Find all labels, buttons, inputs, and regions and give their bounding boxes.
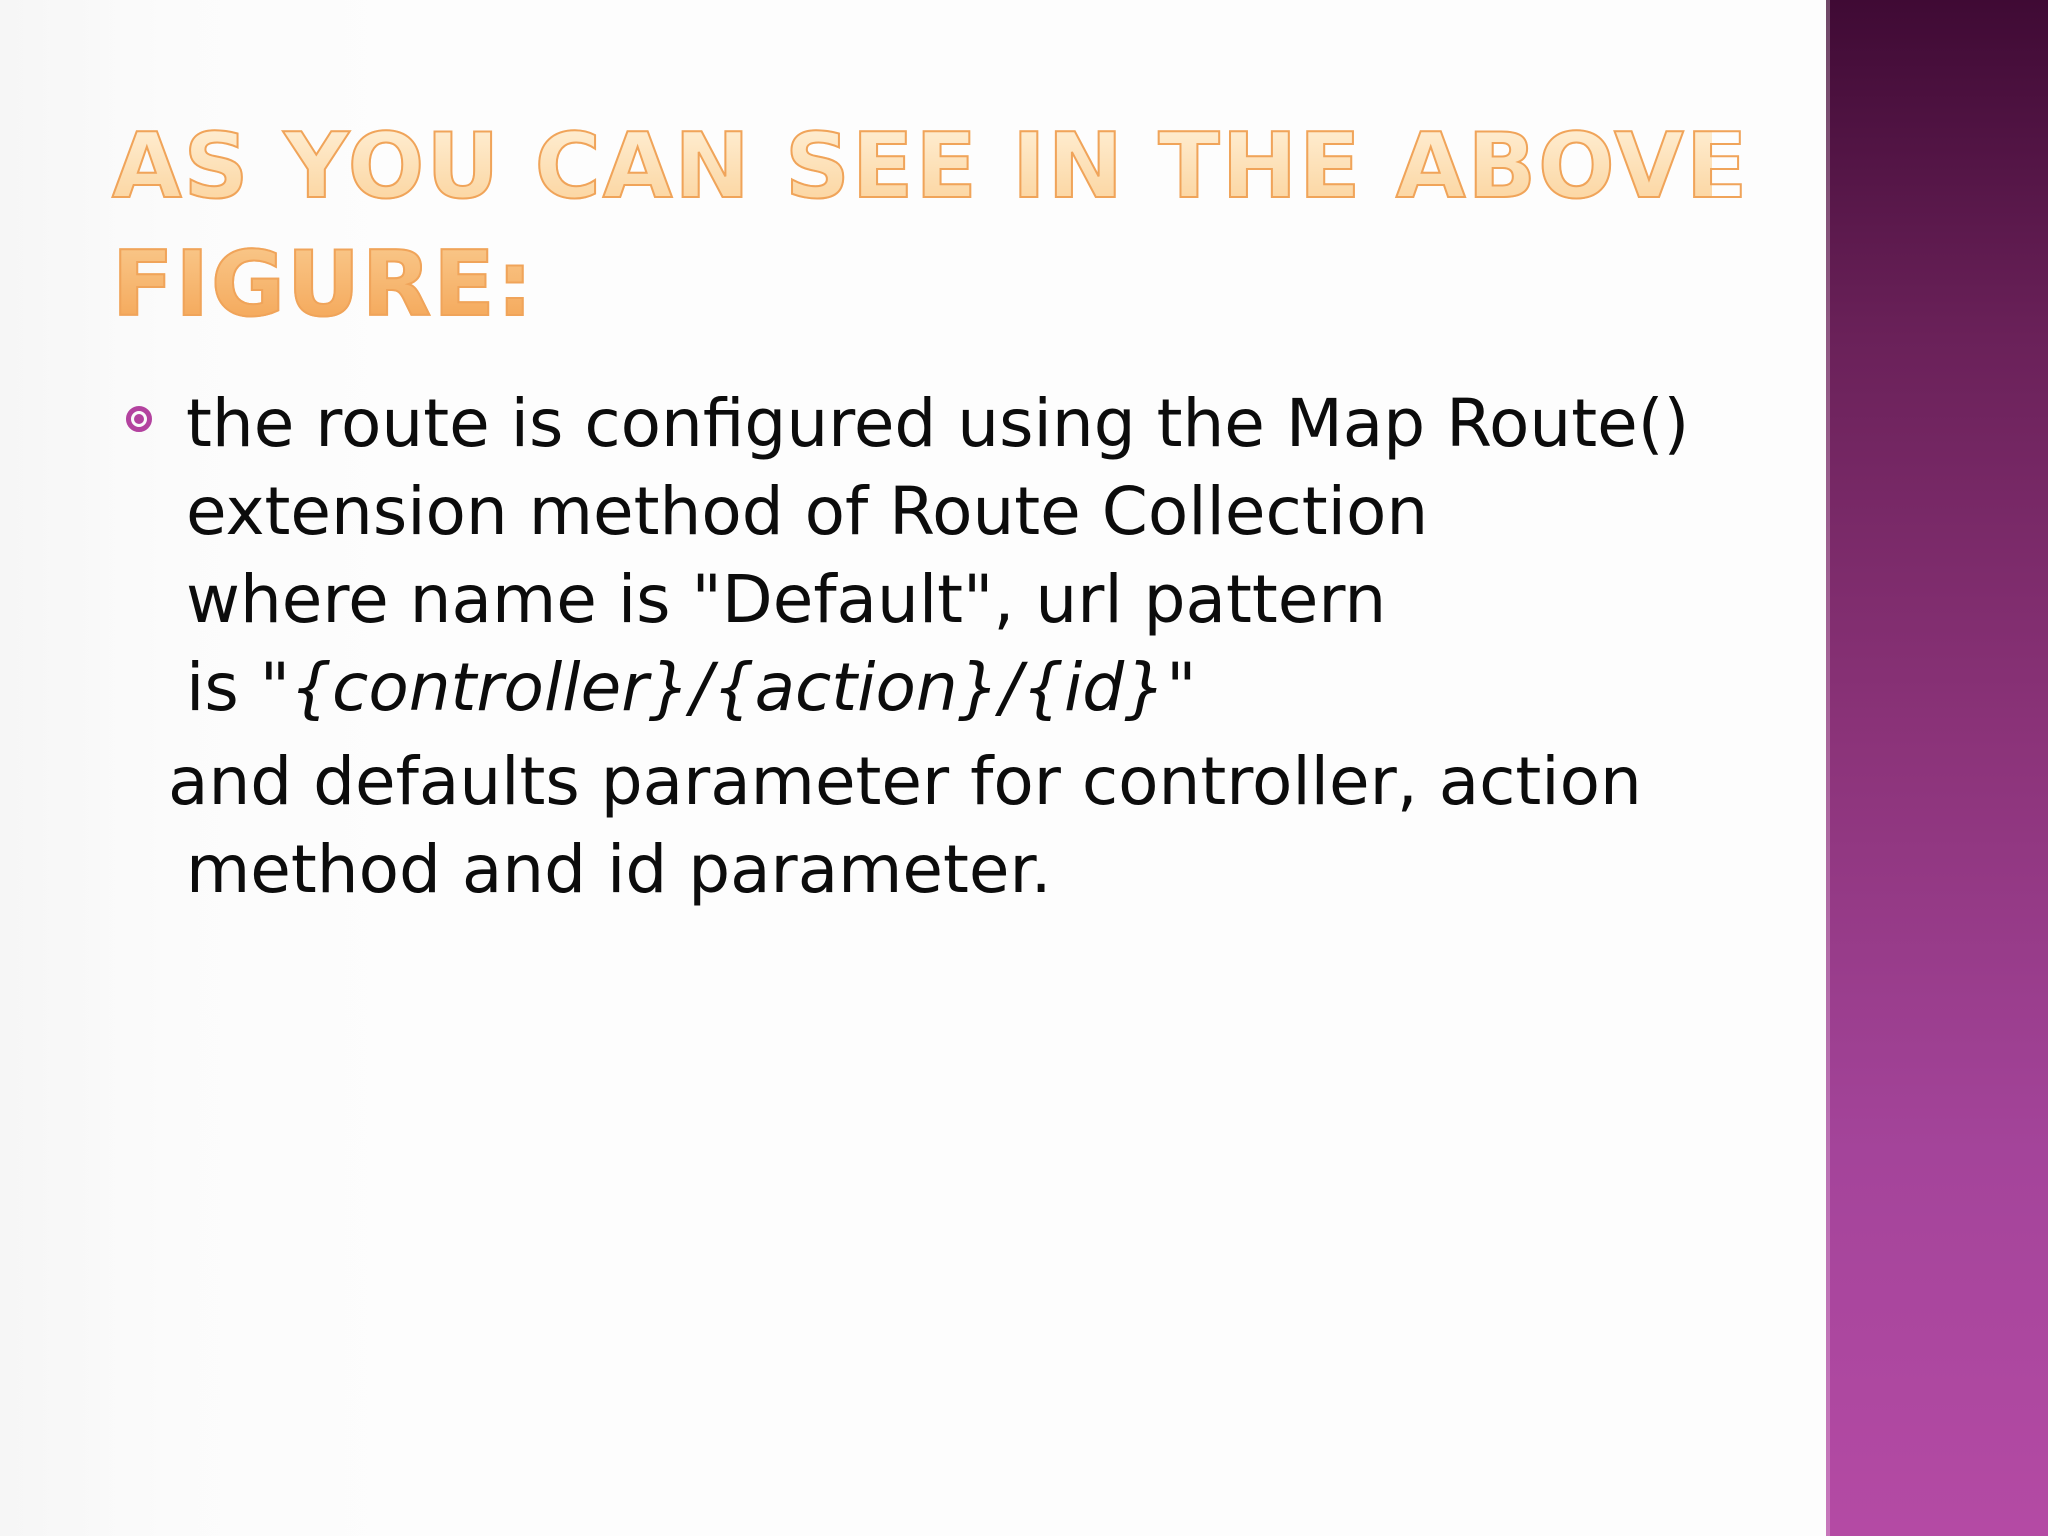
slide-body xyxy=(120,380,1720,914)
continuation-paragraph xyxy=(120,738,1720,914)
slide-title-line: FIGURE: xyxy=(112,232,535,337)
decorative-side-band xyxy=(1826,0,2048,1536)
bullet-line: the route is configured using the Map Route() xyxy=(186,385,1690,462)
continuation-line: and defaults parameter for controller, action xyxy=(168,743,1642,820)
continuation-line: method and id parameter. xyxy=(186,831,1052,908)
bullet-line: extension method of Route Collection xyxy=(186,473,1429,550)
circle-bullet-icon xyxy=(126,406,152,432)
bullet-line xyxy=(186,644,1720,732)
bullet-line-prefix: is xyxy=(186,649,260,726)
bullet-item xyxy=(120,380,1720,732)
slide-title-line: AS YOU CAN SEE IN THE ABOVE xyxy=(112,114,1750,219)
slide-title xyxy=(112,108,1750,344)
bullet-line: where name is "Default", url pattern xyxy=(186,561,1387,638)
url-pattern: "{controller}/{action}/{id}" xyxy=(259,649,1197,726)
